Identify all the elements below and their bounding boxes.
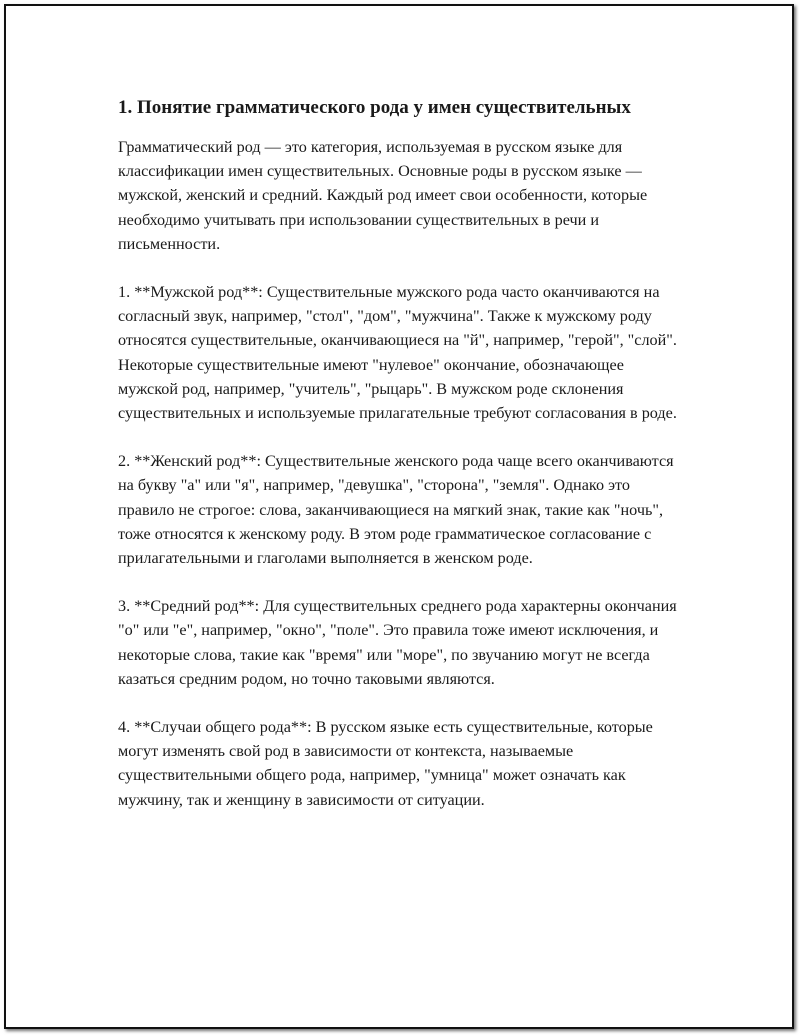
masculine-gender-paragraph: 1. **Мужской род**: Существительные мужского рода часто оканчиваются на согласный звук, например, "стол", "дом", "мужчина". Также к мужскому роду относятся существительные, оканчивающиеся на "й", например, "герой", "слой". Некоторые существительные имеют "нулевое" окончание, обозначающее мужской род, например, "учитель", "рыцарь". В мужском роде склонения существительных и используемые прилагательные требуют согласования в роде.	[118, 283, 677, 423]
document-body	[118, 94, 684, 836]
section-title: 1. Понятие грамматического рода у имен существительных	[118, 97, 631, 118]
common-gender-paragraph: 4. **Случаи общего рода**: В русском языке есть существительные, которые могут изменять свой род в зависимости от контекста, называемые существительными общего рода, например, "умница" может означать как мужчину, так и женщину в зависимости от ситуации.	[118, 718, 653, 809]
neuter-gender-paragraph: 3. **Средний род**: Для существительных среднего рода характерны окончания "о" или "е", например, "окно", "поле". Это правила тоже имеют исключения, и некоторые слова, такие как "время" или "море", по звучанию могут не всегда казаться средним родом, но точно таковыми являются.	[118, 597, 677, 688]
intro-paragraph: Грамматический род — это категория, используемая в русском языке для классификации имен существительных. Основные роды в русском языке — мужской, женский и средний. Каждый род имеет свои особенности, которые необходимо учитывать при использовании существительных в речи и письменности.	[118, 138, 648, 253]
feminine-gender-paragraph: 2. **Женский род**: Существительные женского рода чаще всего оканчиваются на букву "а" или "я", например, "девушка", "сторона", "земля". Однако это правило не строгое: слова, заканчивающиеся на мягкий знак, такие как "ночь", тоже относятся к женскому роду. В этом роде грамматическое согласование с прилагательными и глаголами выполняется в женском роде.	[118, 452, 674, 568]
